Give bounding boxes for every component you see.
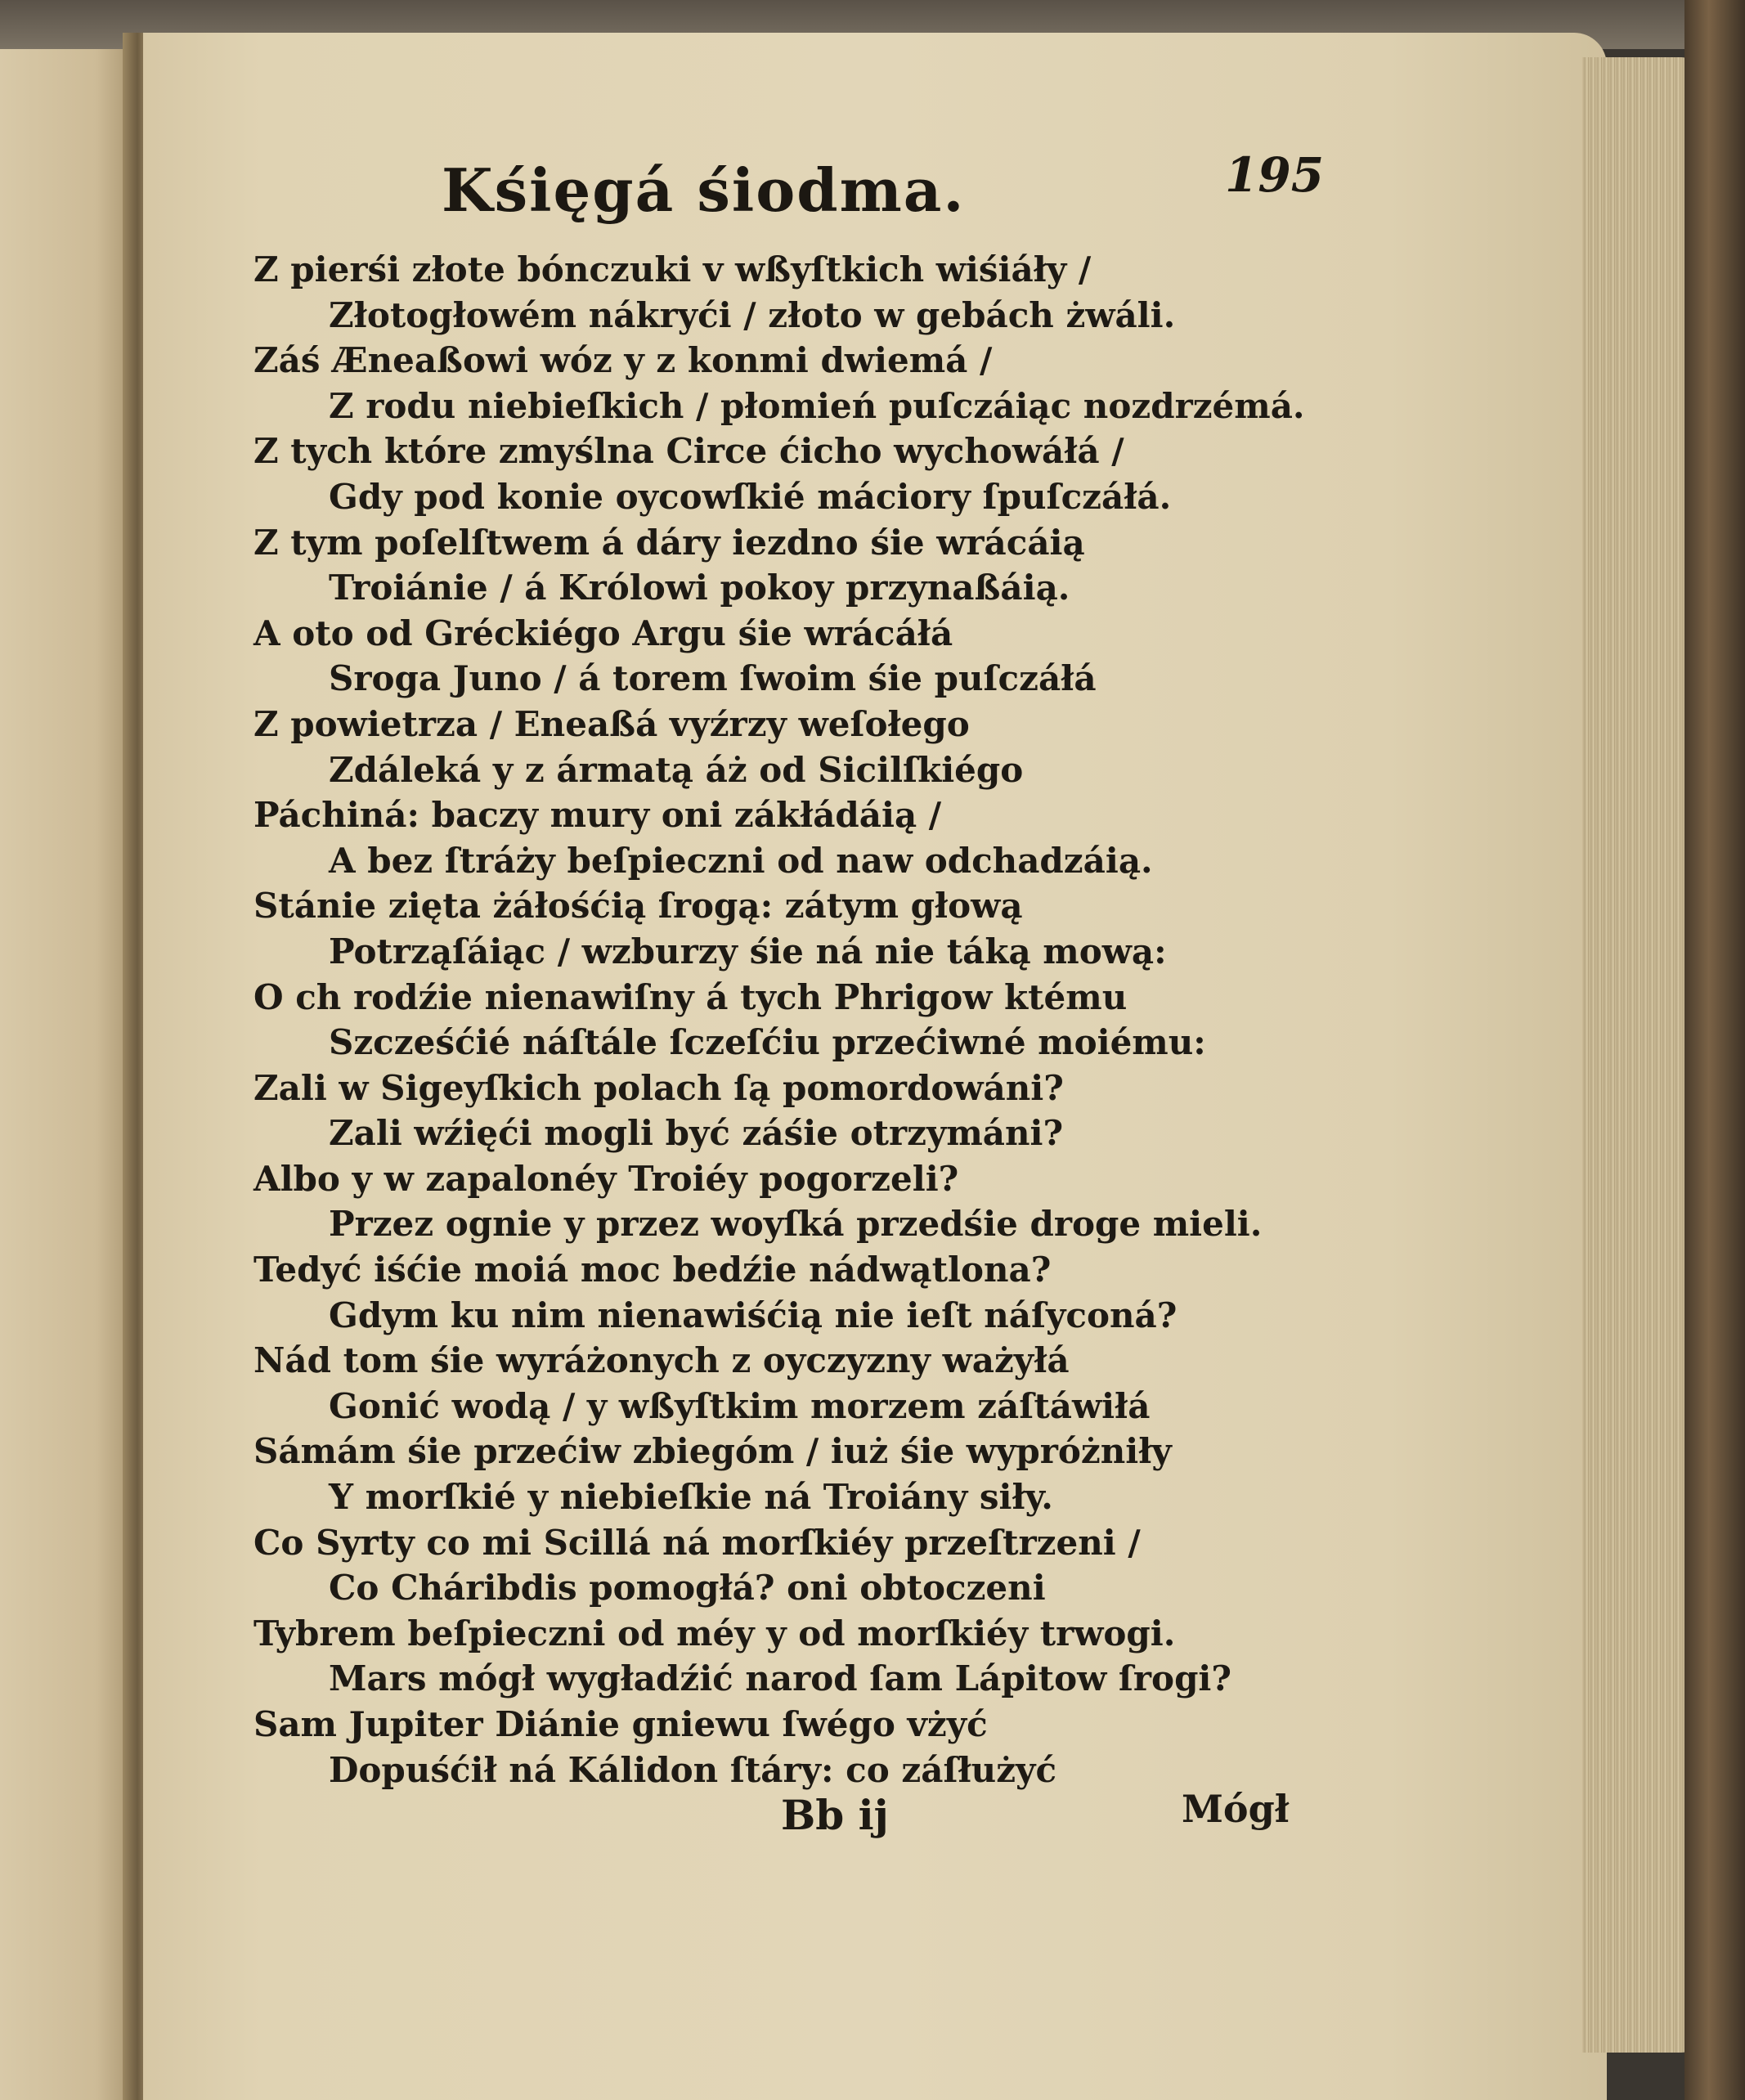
verse-line: Sam Jupiter Diánie gniewu ſwégo vżyć (253, 1704, 988, 1744)
verse-line: Troiánie / á Królowi pokoy przynaßáią. (329, 568, 1070, 608)
book-binding (1684, 0, 1745, 2100)
verse-line: Sámám śie przećiw zbiegóm / iuż śie wypróżniły (253, 1431, 1172, 1472)
verse-line: Co Syrty co mi Scillá ná morſkiéy przeſtrzeni / (253, 1522, 1141, 1563)
left-page-edge (0, 49, 137, 2100)
page-number: 195 (1225, 147, 1325, 203)
verse-line: Złotogłowém nákryći / złoto w gebách żwáli. (329, 294, 1176, 335)
verse-line: Zdáleká y z ármatą áż od Sicilſkiégo (329, 749, 1024, 790)
verse-line: Potrząſáiąc / wzburzy śie ná nie táką mową: (329, 931, 1167, 971)
verse-line: Z powietrza / Eneaßá vyźrzy weſołego (253, 703, 970, 744)
running-header: Kśięgá śiodma. (442, 155, 966, 225)
verse-line: Gdy pod konie oycowſkié máciory ſpuſczáłá. (329, 476, 1172, 517)
verse-line: Tybrem beſpieczni od méy y od morſkiéy trwogi. (253, 1613, 1176, 1654)
verse-line: Y morſkié y niebieſkie ná Troiány siły. (329, 1477, 1053, 1518)
verse-line: A oto od Gréckiégo Argu śie wrácáłá (253, 612, 953, 653)
verse-line: O ch rodźie nienawiſny á tych Phrigow ktému (253, 976, 1128, 1017)
verse-line: Zali w Sigeyſkich polach ſą pomordowáni? (253, 1067, 1064, 1108)
verse-line: Nád tom śie wyráżonych z oyczyzny ważyłá (253, 1340, 1070, 1381)
verse-line: Co Cháribdis pomogłá? oni obtoczeni (329, 1568, 1046, 1609)
verse-line: Stánie zięta żáłośćią ſrogą: zátym głową (253, 886, 1023, 927)
verse-line: Szcześćié náſtále ſczeſćiu przećiwné moiému: (329, 1022, 1206, 1063)
verse-line: A bez ſtráży beſpieczni od naw odchadzáią. (329, 840, 1153, 881)
verse-line: Páchiná: baczy mury oni zákłádáią / (253, 795, 942, 836)
verse-line: Z rodu niebieſkich / płomień puſczáiąc nozdrzémá. (329, 385, 1305, 426)
verse-line: Albo y w zapalonéy Troiéy pogorzeli? (253, 1158, 959, 1199)
verse-line: Sroga Juno / á torem ſwoim śie puſczáłá (329, 658, 1097, 699)
verse-line: Záś Æneaßowi wóz y z konmi dwiemá / (253, 340, 993, 381)
verse-line: Zali wźięći mogli być záśie otrzymáni? (329, 1113, 1064, 1154)
catchword: Mógł (1182, 1787, 1290, 1831)
verse-line: Z tych które zmyślna Circe ćicho wychowáłá / (253, 431, 1124, 472)
verse-line: Przez ognie y przez woyſká przedśie droge mieli. (329, 1204, 1263, 1245)
verse-line: Dopuśćił ná Kálidon ſtáry: co záſłużyć (329, 1749, 1057, 1790)
verse-line: Gonić wodą / y wßyſtkim morzem záſtáwiłá (329, 1385, 1151, 1426)
verse-line: Gdym ku nim nienawiśćią nie ieſt náſyconá? (329, 1295, 1178, 1335)
verse-line: Mars mógł wygładźić narod ſam Lápitow ſrogi? (329, 1658, 1231, 1699)
verse-text (253, 247, 1305, 1793)
verse-line: Z tym poſelſtwem á dáry iezdno śie wrácáią (253, 522, 1085, 563)
signature-mark: Bb ij (781, 1791, 889, 1839)
verse-line: Z pierśi złote bónczuki v wßyſtkich wiśiáły / (253, 249, 1092, 289)
verse-line: Tedyć iśćie moiá moc bedźie nádwątlona? (253, 1250, 1052, 1290)
